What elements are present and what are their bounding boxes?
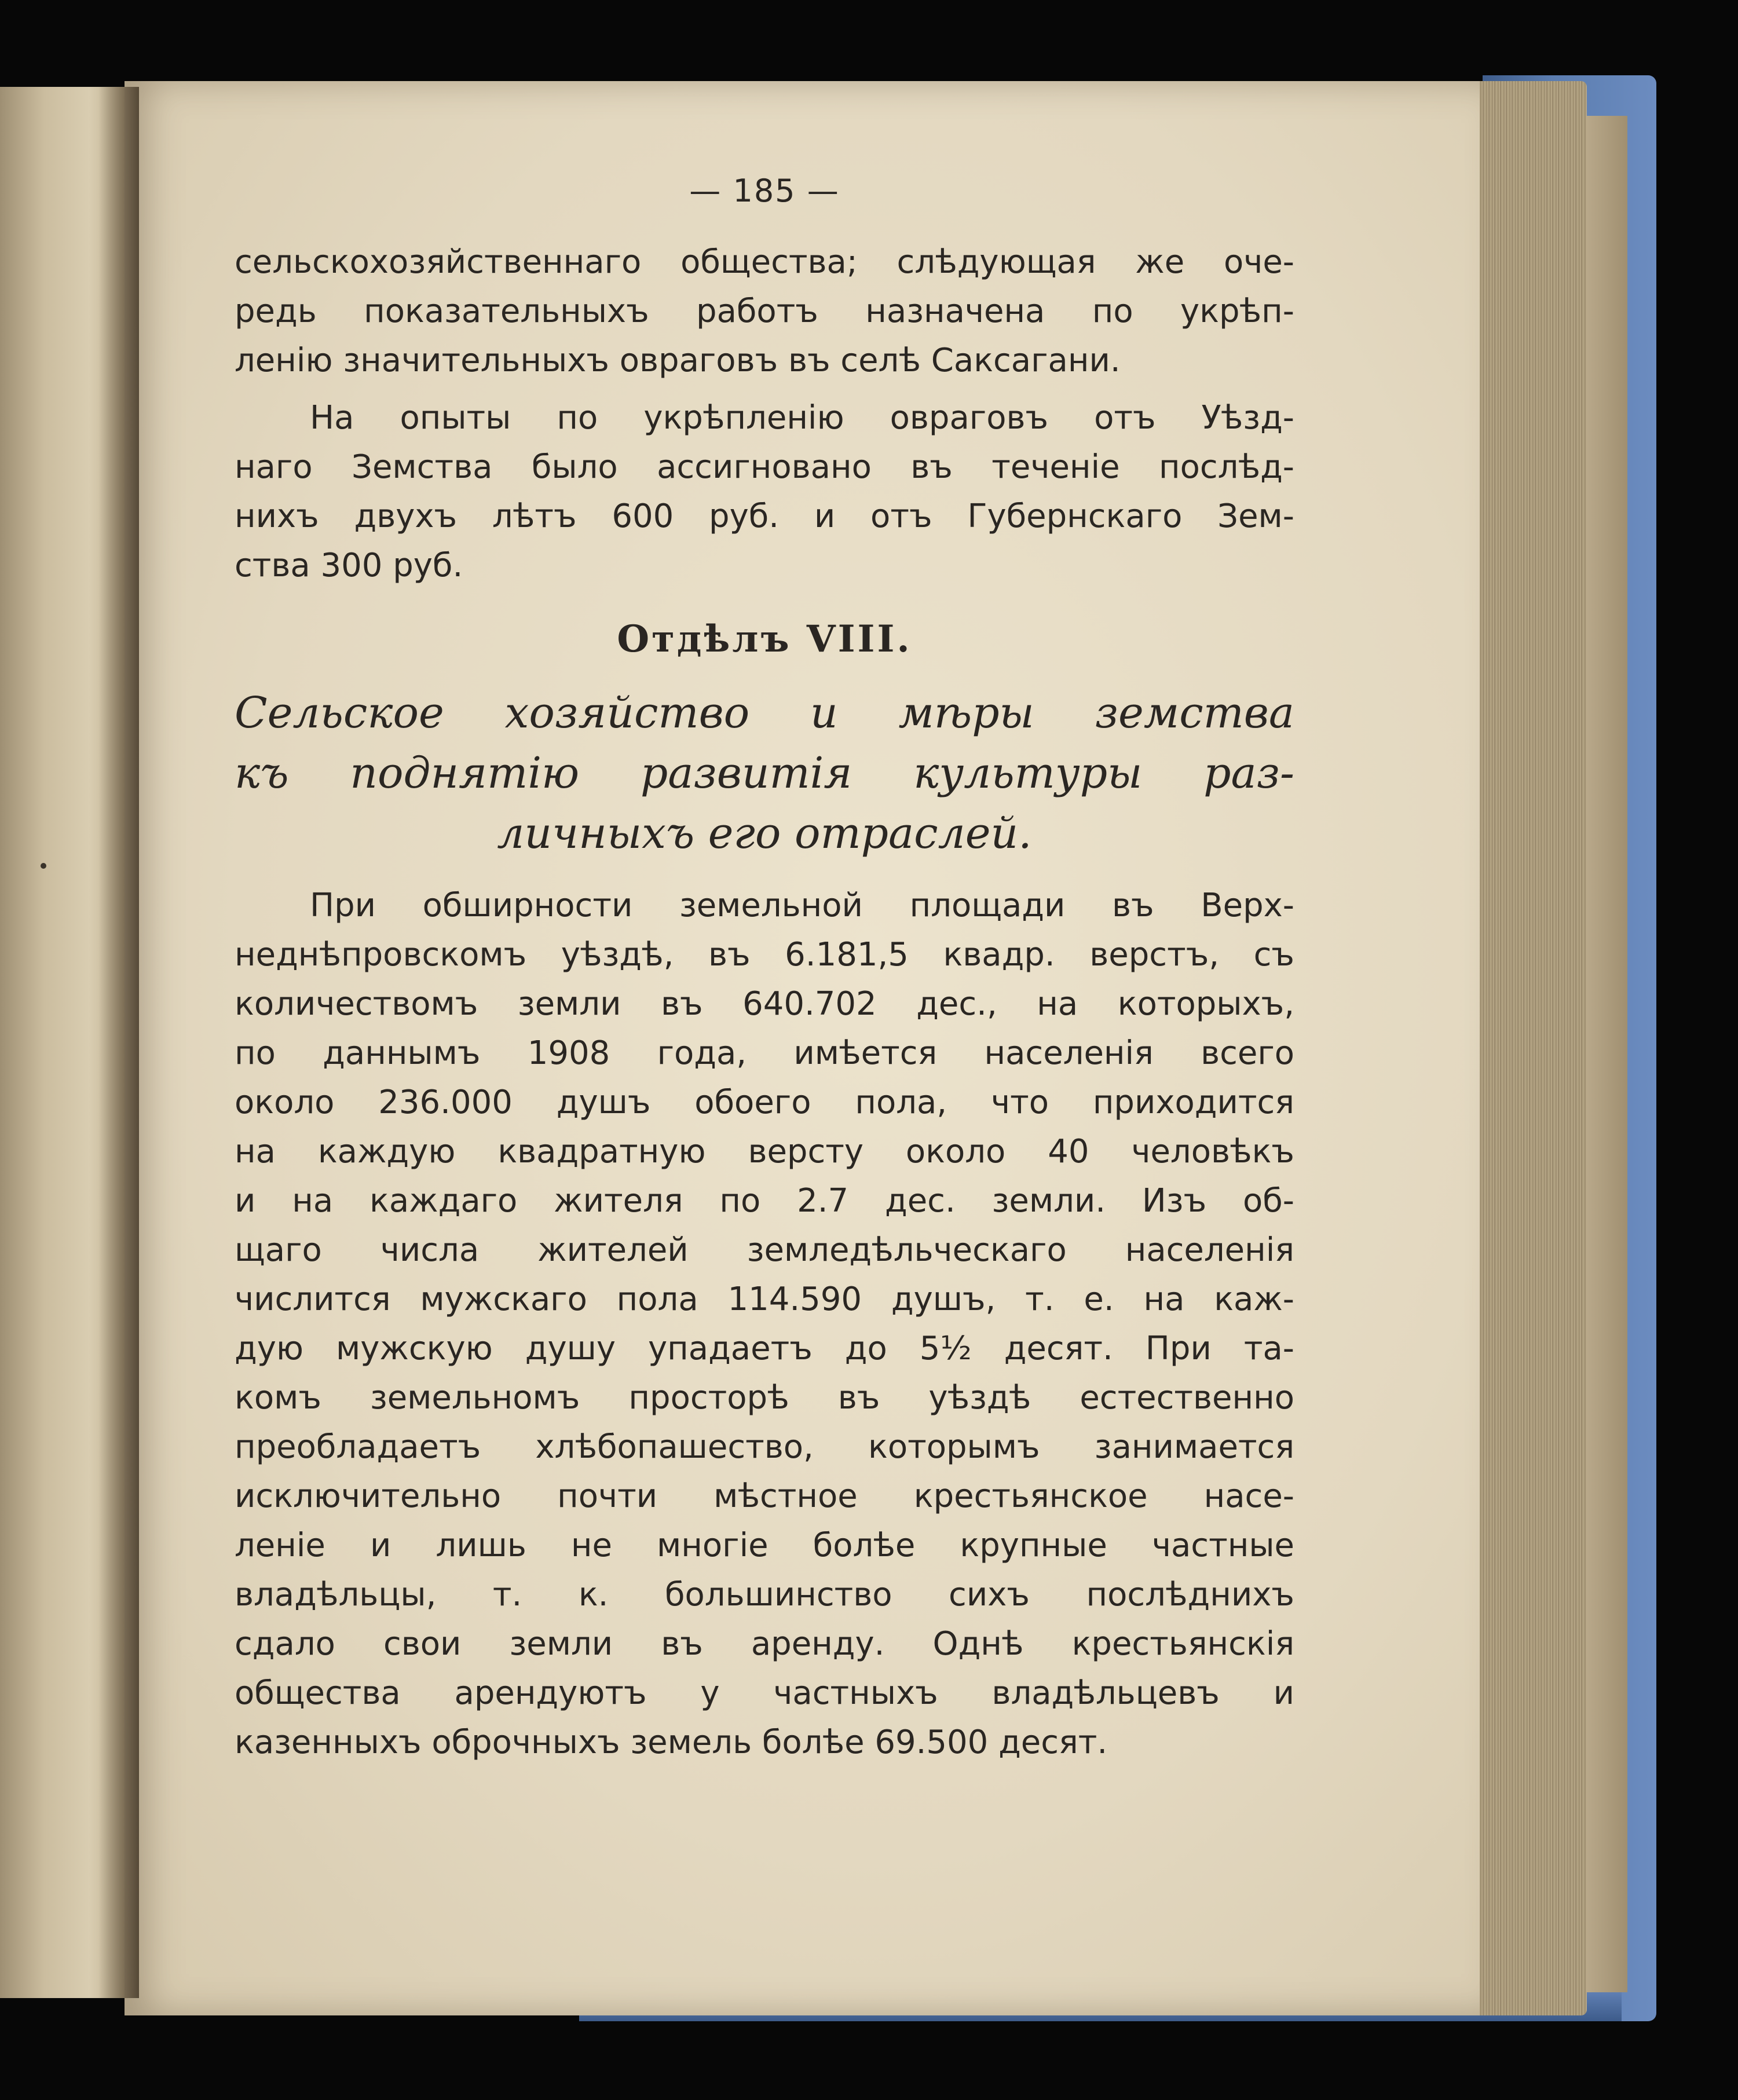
text-line: количествомъ земли въ 640.702 дес., на которыхъ, — [235, 985, 1294, 1023]
title-line: личныхъ его отраслей. — [497, 808, 1032, 858]
text-line: ства 300 руб. — [235, 547, 463, 584]
text-line: около 236.000 душъ обоего пола, что приходится — [235, 1084, 1294, 1121]
text-line: казенныхъ оброчныхъ земель болѣе 69.500 десят. — [235, 1724, 1108, 1761]
paragraph-2 — [235, 393, 1294, 590]
text-line: леніе и лишь не многіе болѣе крупные частные — [235, 1527, 1294, 1564]
text-line: на каждую квадратную версту около 40 человѣкъ — [235, 1133, 1294, 1170]
title-line: къ поднятію развитія культуры раз- — [235, 748, 1294, 798]
paragraph-1 — [235, 237, 1294, 385]
text-line: неднѣпровскомъ уѣздѣ, въ 6.181,5 квадр. верстъ, съ — [235, 936, 1294, 974]
body-paragraph — [235, 881, 1294, 1767]
text-line: комъ земельномъ просторѣ въ уѣздѣ естественно — [235, 1379, 1294, 1417]
section-title — [235, 683, 1294, 864]
text-line: владѣльцы, т. к. большинство сихъ послѣднихъ — [235, 1576, 1294, 1614]
page-stack-edge — [1471, 81, 1587, 2015]
text-line: исключительно почти мѣстное крестьянское насе- — [235, 1477, 1294, 1515]
text-line: щаго числа жителей земледѣльческаго населенія — [235, 1231, 1294, 1269]
page-text — [235, 168, 1294, 1767]
page-number: — 185 — — [689, 173, 840, 209]
text-line: по даннымъ 1908 года, имѣется населенія всего — [235, 1034, 1294, 1072]
title-line: Сельское хозяйство и мѣры земства — [235, 688, 1294, 738]
text-line: и на каждаго жителя по 2.7 дес. земли. Изъ об- — [235, 1182, 1294, 1220]
page-gutter-shadow — [98, 87, 139, 1998]
book-page — [125, 81, 1480, 2015]
paper-speck — [41, 863, 46, 869]
text-line: редь показательныхъ работъ назначена по укрѣп- — [235, 292, 1294, 330]
text-line: дую мужскую душу упадаетъ до 5½ десят. При та- — [235, 1330, 1294, 1367]
text-line: При обширности земельной площади въ Верх- — [310, 887, 1294, 924]
text-line: числится мужскаго пола 114.590 душъ, т. е. на каж- — [235, 1281, 1294, 1318]
text-line: наго Земства было ассигновано въ теченіе послѣд- — [235, 448, 1294, 486]
page-stack-shadow — [1587, 116, 1627, 1992]
text-line: преобладаетъ хлѣбопашество, которымъ занимается — [235, 1428, 1294, 1466]
text-line: ленію значительныхъ овраговъ въ селѣ Саксагани. — [235, 342, 1121, 379]
text-line: сдало свои земли въ аренду. Однѣ крестьянскія — [235, 1625, 1294, 1663]
section-heading: Отдѣлъ VIII. — [617, 617, 912, 661]
text-line: общества арендуютъ у частныхъ владѣльцевъ и — [235, 1674, 1294, 1712]
text-line: сельскохозяйственнаго общества; слѣдующая же оче- — [235, 243, 1294, 281]
text-line: нихъ двухъ лѣтъ 600 руб. и отъ Губернскаго Зем- — [235, 497, 1294, 535]
text-line: На опыты по укрѣпленію овраговъ отъ Уѣзд- — [310, 399, 1294, 437]
